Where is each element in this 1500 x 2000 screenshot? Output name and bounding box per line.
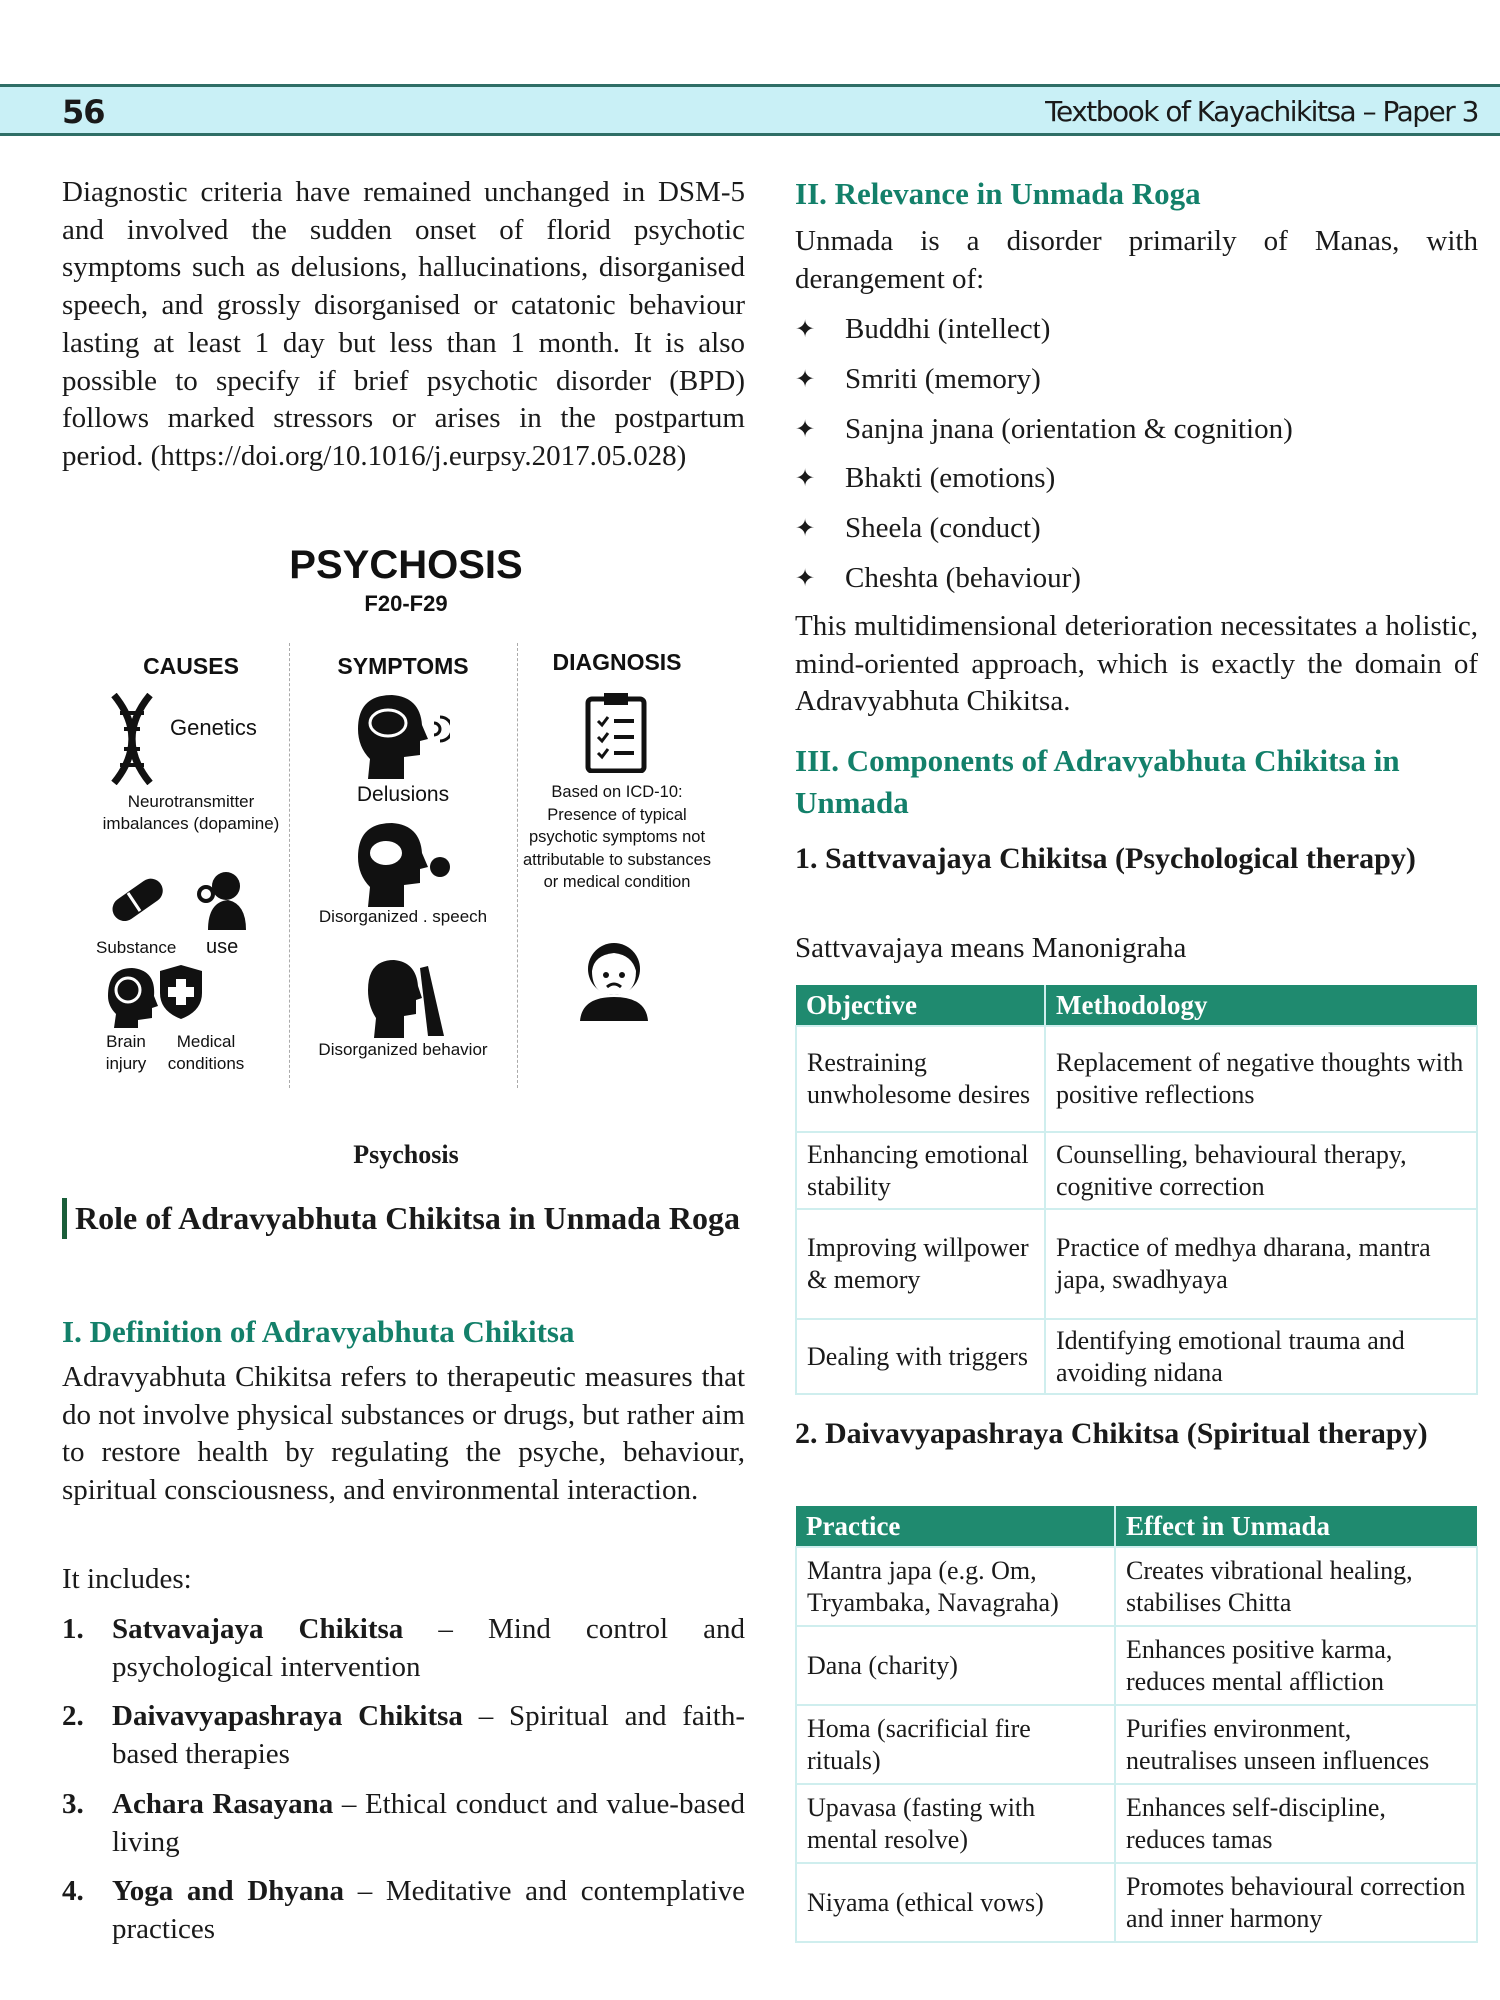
- bullet-text: Cheshta (behaviour): [845, 561, 1081, 594]
- genetics-label: Genetics: [170, 715, 257, 740]
- relevance-heading: II. Relevance in Unmada Roga: [795, 176, 1201, 211]
- table-cell: Restraining unwholesome desires: [796, 1026, 1045, 1132]
- list-term: Satvavajaya Chikitsa: [112, 1613, 404, 1645]
- derangement-list: [795, 305, 1478, 603]
- star-bullet-icon: ✦: [795, 466, 816, 493]
- star-bullet-icon: ✦: [795, 516, 816, 543]
- bullet-text: Smriti (memory): [845, 363, 1041, 396]
- table-cell: Practice of medhya dharana, mantra japa, swadhyaya: [1045, 1209, 1477, 1319]
- definition-paragraph: Adravyabhuta Chikitsa refers to therapeutic measures that do not involve physical substances or drugs, but rather aim to restore health by regulating the psyche, behaviour, spiritual consciousness, and environmental interaction.: [62, 1361, 745, 1507]
- bullet-text: Sanjna jnana (orientation & cognition): [845, 412, 1293, 445]
- bullet-item: [795, 404, 1478, 454]
- table-row: [796, 1209, 1477, 1319]
- intro-text: Diagnostic criteria have remained unchanged in DSM-5 and involved the sudden onset of florid psychotic symptoms such as delusions, hallucinations, disorganised speech, and grossly disorganised or catatonic behaviour lasting at least 1 day but less than 1 month. It is also possible to specify if brief psychotic disorder (BPD) follows marked stressors or arises in the postpartum period. (: [62, 176, 745, 472]
- figure-caption: Psychosis: [353, 1140, 459, 1169]
- includes-label: It includes:: [62, 1563, 192, 1595]
- neurotransmitter-label: Neurotransmitter imbalances (dopamine): [102, 792, 280, 833]
- table-cell: Enhancing emotional stability: [796, 1132, 1045, 1209]
- figure-code: F20-F29: [364, 591, 448, 616]
- behavior-head-icon: [364, 958, 444, 1038]
- bullet-text: Sheela (conduct): [845, 512, 1041, 545]
- table-cell: Improving willpower & memory: [796, 1209, 1045, 1319]
- star-bullet-icon: ✦: [795, 565, 816, 592]
- bullet-item: [795, 305, 1478, 355]
- relevance-intro: Unmada is a disorder primarily of Manas, with derangement of:: [795, 225, 1478, 295]
- clipboard-checklist-icon: [584, 691, 648, 773]
- list-item: [62, 1611, 745, 1686]
- delusions-label: Delusions: [356, 783, 450, 806]
- pill-icon: [106, 873, 166, 929]
- list-term: Achara Rasayana: [112, 1787, 334, 1820]
- intro-close: ): [676, 439, 687, 472]
- brain-injury-icon: [102, 966, 158, 1028]
- table-cell: Mantra japa (e.g. Om, Tryambaka, Navagraha): [796, 1547, 1115, 1626]
- dna-icon: [110, 693, 154, 785]
- sattvavajaya-subtitle: Sattvavajaya means Manonigraha: [795, 932, 1187, 964]
- running-header: [0, 84, 1500, 136]
- definition-heading: I. Definition of Adravyabhuta Chikitsa: [62, 1314, 575, 1349]
- relevance-outro: This multidimensional deterioration necessitates a holistic, mind-oriented approach, which is exactly the domain of Adravyabhuta Chikitsa.: [795, 610, 1478, 718]
- section-heading: Role of Adravyabhuta Chikitsa in Unmada Roga: [62, 1198, 745, 1239]
- table-row: [796, 1863, 1477, 1942]
- table-row: [796, 1319, 1477, 1394]
- daivavyapashraya-heading: 2. Daivavyapashraya Chikitsa (Spiritual therapy): [795, 1417, 1428, 1450]
- symptoms-heading: SYMPTOMS: [337, 653, 469, 679]
- bullet-item: [795, 355, 1478, 405]
- list-item: [62, 1786, 745, 1861]
- table-cell: Enhances positive karma, reduces mental affliction: [1115, 1626, 1477, 1705]
- table-cell: Dana (charity): [796, 1626, 1115, 1705]
- speech-head-icon: [354, 821, 450, 907]
- list-desc: – Spiritual and faith-based therapies: [112, 1700, 746, 1771]
- list-number: 3.: [62, 1787, 84, 1820]
- table-row: [796, 1547, 1477, 1626]
- use-label: use: [206, 936, 239, 958]
- bullet-item: [795, 504, 1478, 554]
- table-cell: Creates vibrational healing, stabilises Chitta: [1115, 1547, 1477, 1626]
- table-cell: Counselling, behavioural therapy, cognitive correction: [1045, 1132, 1477, 1209]
- table-cell: Homa (sacrificial fire rituals): [796, 1705, 1115, 1784]
- table-row: [796, 1026, 1477, 1132]
- table-cell: Upavasa (fasting with mental resolve): [796, 1784, 1115, 1863]
- list-desc: – Meditative and contemplative practices: [112, 1875, 745, 1945]
- table-row: [796, 1705, 1477, 1784]
- table-cell: Replacement of negative thoughts with positive reflections: [1045, 1026, 1477, 1132]
- disorganized-speech-label: Disorganized . speech: [318, 907, 488, 926]
- page-number: 56: [62, 93, 105, 131]
- delusions-head-icon: [354, 693, 450, 779]
- table-cell: Promotes behavioural correction and inner harmony: [1115, 1863, 1477, 1942]
- list-desc: – Ethical conduct and value-based living: [112, 1787, 745, 1858]
- list-number: 1.: [62, 1613, 84, 1645]
- sad-person-icon: [574, 941, 654, 1021]
- list-number: 4.: [62, 1875, 84, 1908]
- bullet-item: [795, 454, 1478, 504]
- table-cell: Niyama (ethical vows): [796, 1863, 1115, 1942]
- star-bullet-icon: ✦: [795, 367, 816, 394]
- diagnosis-heading: DIAGNOSIS: [552, 649, 682, 675]
- list-item: [62, 1873, 745, 1948]
- figure-title: PSYCHOSIS: [289, 543, 523, 587]
- column-header: Methodology: [1045, 985, 1477, 1026]
- table-cell: Identifying emotional trauma and avoiding nidana: [1045, 1319, 1477, 1394]
- list-desc: – Mind control and psychological intervention: [112, 1613, 746, 1683]
- table-cell: Dealing with triggers: [796, 1319, 1045, 1394]
- table-row: [796, 1784, 1477, 1863]
- table-row: [796, 1132, 1477, 1209]
- intro-paragraph: [62, 174, 745, 476]
- column-header: Objective: [796, 985, 1045, 1026]
- sattvavajaya-table: [795, 985, 1478, 1395]
- bullet-text: Buddhi (intellect): [845, 313, 1051, 346]
- medical-conditions-label: Medical conditions: [167, 1032, 245, 1073]
- causes-heading: CAUSES: [143, 653, 239, 679]
- substance-label: Substance: [96, 938, 177, 957]
- brain-injury-label: Brain injury: [105, 1032, 147, 1073]
- components-heading: III. Components of Adravyabhuta Chikitsa in Unmada: [795, 743, 1400, 820]
- list-term: Daivavyapashraya Chikitsa: [112, 1700, 463, 1733]
- table-cell: Purifies environment, neutralises unseen influences: [1115, 1705, 1477, 1784]
- table-cell: Enhances self-discipline, reduces tamas: [1115, 1784, 1477, 1863]
- book-title: Textbook of Kayachikitsa – Paper 3: [1045, 95, 1478, 128]
- psychosis-infographic: [96, 543, 716, 1088]
- substance-person-icon: [194, 868, 250, 930]
- diagnosis-text: Based on ICD-10: Presence of typical psychotic symptoms not attributable to substances or medical condition: [522, 783, 712, 891]
- bullet-item: [795, 553, 1478, 603]
- divider: [289, 643, 290, 1088]
- column-header: Practice: [796, 1506, 1115, 1547]
- column-header: Effect in Unmada: [1115, 1506, 1477, 1547]
- doi-link[interactable]: https://doi.org/10.1016/j.eurpsy.2017.05.028: [160, 439, 677, 472]
- star-bullet-icon: ✦: [795, 416, 816, 443]
- list-number: 2.: [62, 1700, 84, 1733]
- sattvavajaya-heading: 1. Sattvavajaya Chikitsa (Psychological therapy): [795, 842, 1416, 875]
- table-row: [796, 1626, 1477, 1705]
- disorganized-behavior-label: Disorganized behavior: [318, 1040, 488, 1059]
- daivavyapashraya-table: [795, 1506, 1478, 1943]
- list-item: [62, 1698, 745, 1773]
- includes-list: [62, 1611, 745, 1949]
- list-term: Yoga and Dhyana: [112, 1875, 345, 1908]
- star-bullet-icon: ✦: [795, 317, 816, 344]
- bullet-text: Bhakti (emotions): [845, 462, 1056, 495]
- medical-shield-icon: [158, 963, 204, 1019]
